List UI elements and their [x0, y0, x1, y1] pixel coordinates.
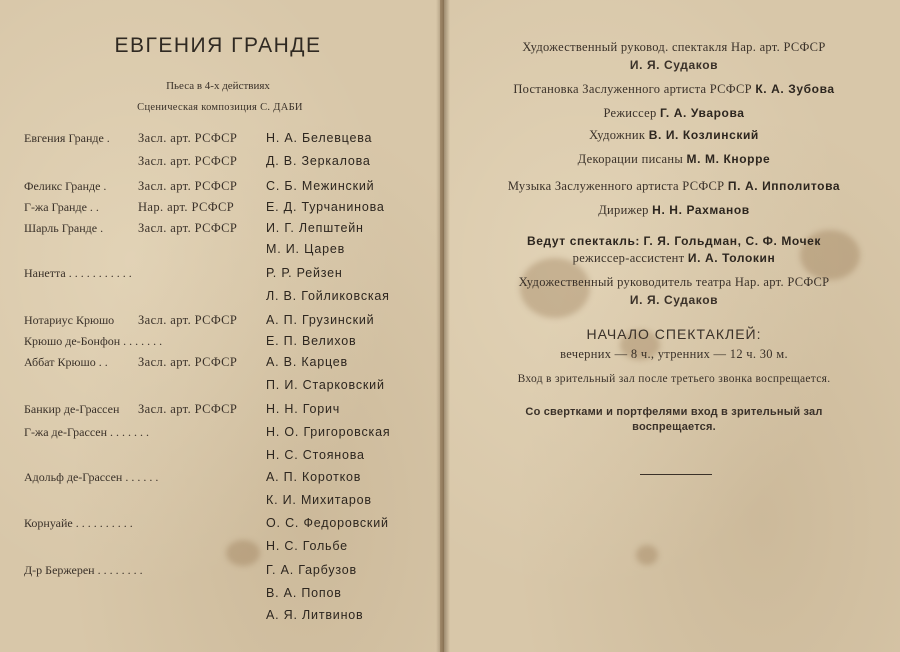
cast-actor: Н. С. Стоянова	[266, 448, 365, 462]
cast-actor: И. Г. Лепштейн	[266, 221, 364, 235]
cast-row	[0, 200, 440, 220]
credit-name: Н. Н. Рахманов	[652, 203, 750, 217]
entry-notice: Вход в зрительный зал после третьего звонка воспрещается.	[517, 373, 831, 385]
credit-line	[454, 179, 894, 194]
cast-honorific: Засл. арт. РСФСР	[138, 179, 238, 193]
start-times: вечерних — 8 ч., утренних — 12 ч. 30 м.	[560, 347, 788, 361]
cast-row	[0, 425, 440, 445]
cast-honorific: Засл. арт. РСФСР	[138, 221, 238, 235]
cast-actor: Н. С. Гольбе	[266, 539, 348, 553]
cast-honorific: Засл. арт. РСФСР	[138, 355, 238, 369]
credit-line	[454, 106, 894, 121]
cast-row	[0, 378, 440, 398]
cast-actor: О. С. Федоровский	[266, 516, 389, 530]
cast-actor: Л. В. Гойликовская	[266, 289, 390, 303]
cast-actor: А. П. Грузинский	[266, 313, 375, 327]
credit-line	[454, 40, 894, 55]
cast-honorific: Засл. арт. РСФСР	[138, 131, 238, 145]
cast-actor: С. Б. Межинский	[266, 179, 375, 193]
cast-row	[0, 563, 440, 583]
cast-row	[0, 266, 440, 286]
cast-role: Г-жа де-Грассен . . . . . . .	[24, 425, 150, 439]
cast-honorific: Засл. арт. РСФСР	[138, 313, 238, 327]
cast-row	[0, 608, 440, 628]
cast-role: Банкир де-Грассен	[24, 402, 120, 416]
cast-role: Нанетта . . . . . . . . . . .	[24, 266, 132, 280]
cast-role: Феликс Гранде .	[24, 179, 107, 193]
credit-line	[454, 58, 894, 72]
credit-name: И. А. Толокин	[687, 251, 776, 265]
cast-row	[0, 586, 440, 606]
cast-actor: А. В. Карцев	[266, 355, 348, 369]
credit-line	[454, 275, 894, 290]
play-subtitle: Пьеса в 4-х действиях	[166, 80, 270, 92]
cast-actor: А. П. Коротков	[266, 470, 362, 484]
credit-name: П. А. Ипполитова	[727, 179, 841, 193]
cast-actor: М. И. Царев	[266, 242, 346, 256]
cast-actor: Н. А. Белевцева	[266, 131, 373, 145]
credit-label: Дирижер	[598, 203, 649, 217]
cast-honorific: Нар. арт. РСФСР	[138, 200, 235, 214]
cast-role: Шарль Гранде .	[24, 221, 104, 235]
cast-row	[0, 131, 440, 151]
cast-row	[0, 242, 440, 262]
credit-name: И. Я. Судаков	[629, 58, 719, 72]
credit-name: М. М. Кнорре	[686, 152, 771, 166]
credit-label: Художник	[589, 128, 646, 142]
cast-actor: Е. Д. Турчанинова	[266, 200, 385, 214]
cast-actor: Е. П. Велихов	[266, 334, 357, 348]
cast-row	[0, 493, 440, 513]
cast-actor: А. Я. Литвинов	[266, 608, 364, 622]
credit-line	[454, 152, 894, 167]
cast-role: Г-жа Гранде . .	[24, 200, 99, 214]
credit-label: Музыка Заслуженного артиста РСФСР	[507, 179, 725, 193]
cast-row	[0, 402, 440, 422]
credit-name: И. Я. Судаков	[629, 293, 719, 307]
divider-line	[640, 474, 712, 475]
cast-role: Корнуайе . . . . . . . . . .	[24, 516, 133, 530]
credit-line	[454, 82, 894, 97]
cast-row	[0, 448, 440, 468]
credit-name: В. И. Козлинский	[648, 128, 759, 142]
cast-row	[0, 334, 440, 354]
bag-notice-line-1: Со свертками и портфелями вход в зрительный зал	[525, 406, 823, 418]
cast-role: Аббат Крюшо . .	[24, 355, 108, 369]
cast-honorific: Засл. арт. РСФСР	[138, 402, 238, 416]
cast-role: Д-р Бержерен . . . . . . . .	[24, 563, 143, 577]
cast-role: Адольф де-Грассен . . . . . .	[24, 470, 159, 484]
cast-actor: Д. В. Зеркалова	[266, 154, 371, 168]
stain	[636, 545, 658, 565]
credit-line	[454, 128, 894, 143]
cast-actor: В. А. Попов	[266, 586, 342, 600]
credit-label: Художественный руковод. спектакля Нар. арт. РСФСР	[522, 40, 826, 54]
credit-name: Г. Я. Гольдман, С. Ф. Мочек	[643, 234, 822, 248]
play-title: ЕВГЕНИЯ ГРАНДЕ	[114, 34, 322, 57]
credit-label: Постановка Заслуженного артиста РСФСР	[513, 82, 752, 96]
cast-role: Крюшо де-Бонфон . . . . . . .	[24, 334, 163, 348]
cast-actor: П. И. Старковский	[266, 378, 385, 392]
cast-actor: Н. Н. Горич	[266, 402, 341, 416]
credit-line	[454, 203, 894, 218]
credit-line	[454, 234, 894, 249]
cast-row	[0, 154, 440, 174]
cast-row	[0, 355, 440, 375]
cast-actor: Н. О. Григоровская	[266, 425, 391, 439]
credit-name: К. А. Зубова	[755, 82, 835, 96]
credit-label: Ведут спектакль:	[526, 234, 641, 248]
cast-actor: К. И. Михитаров	[266, 493, 372, 507]
credit-name: Г. А. Уварова	[659, 106, 745, 120]
credit-line	[454, 293, 894, 307]
cast-row	[0, 470, 440, 490]
cast-role: Евгения Гранде .	[24, 131, 110, 145]
cast-row	[0, 289, 440, 309]
cast-row	[0, 516, 440, 536]
cast-honorific: Засл. арт. РСФСР	[138, 154, 238, 168]
credit-label: Художественный руководитель театра Нар. арт. РСФСР	[518, 275, 830, 289]
cast-row	[0, 313, 440, 333]
bag-notice-line-2: воспрещается.	[632, 421, 716, 433]
cast-row	[0, 539, 440, 559]
credit-line	[454, 251, 894, 266]
credit-label: Режиссер	[603, 106, 657, 120]
start-heading: НАЧАЛО СПЕКТАКЛЕЙ:	[586, 326, 762, 342]
credit-label: режиссер-ассистент	[572, 251, 685, 265]
cast-row	[0, 179, 440, 199]
credit-label: Декорации писаны	[577, 152, 684, 166]
cast-actor: Р. Р. Рейзен	[266, 266, 343, 280]
cast-actor: Г. А. Гарбузов	[266, 563, 357, 577]
cast-role: Нотариус Крюшо	[24, 313, 115, 327]
stage-composition: Сценическая композиция С. ДАБИ	[137, 102, 303, 113]
cast-row	[0, 221, 440, 241]
